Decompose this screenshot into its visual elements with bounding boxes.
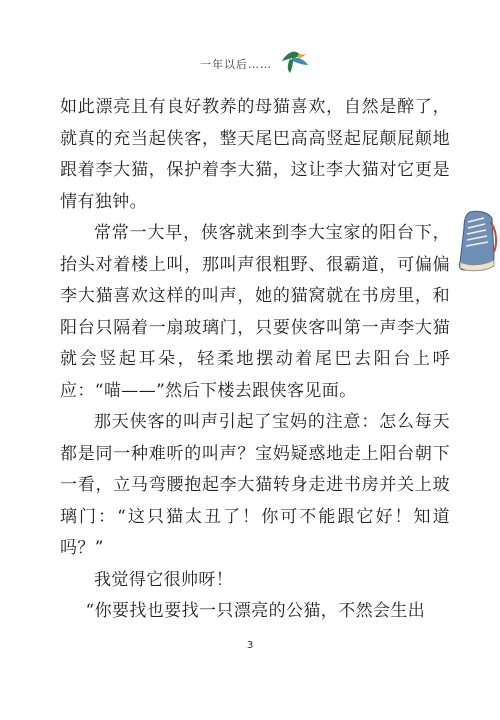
story-text bbox=[60, 92, 450, 628]
flying-bird-icon bbox=[278, 45, 312, 75]
paragraph: 那天侠客的叫声引起了宝妈的注意：怎么每天都是同一种难听的叫声？宝妈疑惑地走上阳台朝下一看，立马弯腰抱起李大猫转身走进书房并关上玻璃门：“这只猫太丑了！你可不能跟它好！知道吗？” bbox=[60, 412, 450, 558]
paragraph-continued: 如此漂亮且有良好教养的母猫喜欢，自然是醉了，就真的充当起侠客，整天尾巴高高竖起屁颠屁颠地跟着李大猫，保护着李大猫，这让李大猫对它更是情有独钟。 bbox=[60, 97, 450, 212]
page-header bbox=[0, 55, 500, 75]
paragraph: 我觉得它很帅呀！ bbox=[94, 569, 234, 590]
paragraph: 常常一大早，侠客就来到李大宝家的阳台下，抬头对着楼上叫，那叫声很粗野、很霸道，可偏偏李大猫喜欢这样的叫声，她的猫窝就在书房里，和阳台只隔着一扇玻璃门，只要侠客叫第一声李大猫就会竖起耳朵，轻柔地摆动着尾巴去阳台上呼应：“喵——”然后下楼去跟侠客见面。 bbox=[60, 223, 450, 401]
paragraph: “你要找也要找一只漂亮的公猫，不然会生出 bbox=[85, 601, 426, 621]
chapter-title: 一年以后…… bbox=[200, 58, 272, 71]
sneaker-icon bbox=[454, 208, 500, 276]
page-number: 3 bbox=[246, 640, 254, 651]
